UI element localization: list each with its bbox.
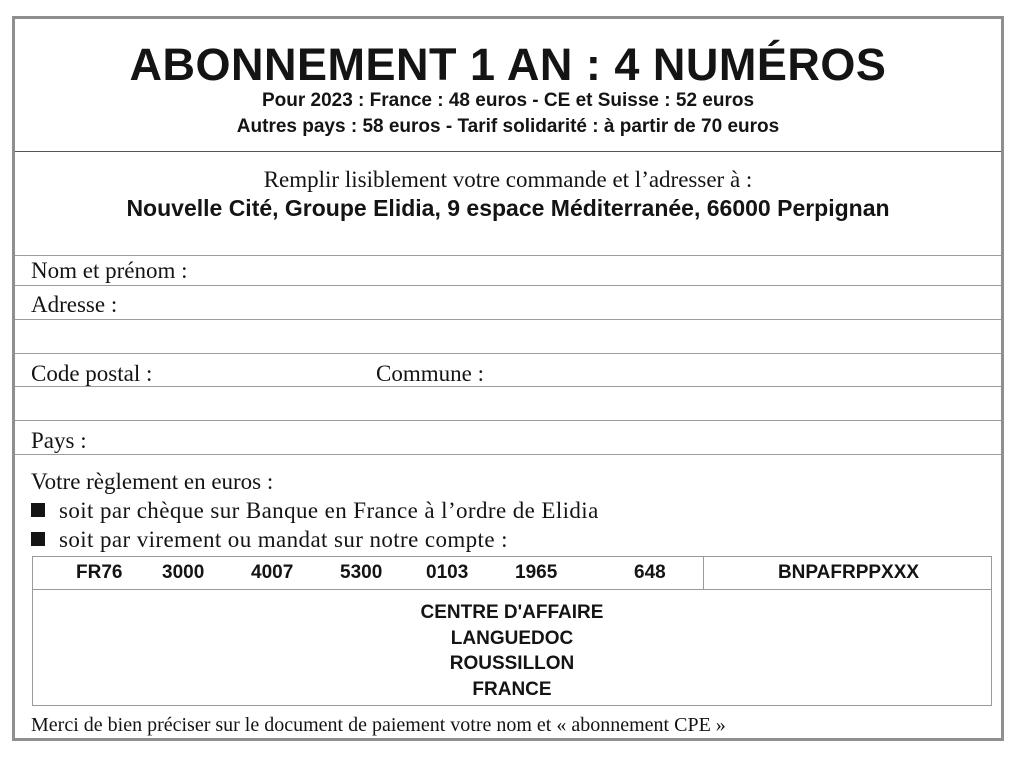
name-field-label: Nom et prénom : bbox=[31, 258, 188, 283]
mailing-address: Nouvelle Cité, Groupe Elidia, 9 espace Méditerranée, 66000 Perpignan bbox=[126, 195, 890, 221]
bank-name-line: LANGUEDOC bbox=[450, 627, 574, 649]
address-field-line[interactable] bbox=[15, 319, 1001, 320]
payment-option-cheque bbox=[31, 498, 599, 524]
payment-option-label: soit par chèque sur Banque en France à l’ordre de Elidia bbox=[59, 498, 599, 523]
address-field-line-2[interactable] bbox=[15, 353, 1001, 354]
iban-row bbox=[33, 557, 991, 590]
iban-part: 648 bbox=[634, 562, 666, 583]
footer-note: Merci de bien préciser sur le document de paiement votre nom et « abonnement CPE » bbox=[31, 714, 726, 736]
square-bullet-icon bbox=[31, 532, 45, 546]
bic-code: BNPAFRPPXXX bbox=[777, 562, 920, 583]
postal-code-line[interactable] bbox=[15, 386, 1001, 387]
bank-name-line: ROUSSILLON bbox=[449, 653, 575, 674]
bank-details-box bbox=[32, 556, 992, 706]
payment-option-label: soit par virement ou mandat sur notre compte : bbox=[59, 527, 508, 552]
iban-part: 5300 bbox=[340, 562, 383, 583]
form-title: ABONNEMENT 1 AN : 4 NUMÉROS bbox=[129, 39, 887, 90]
postal-code-label: Code postal : bbox=[31, 361, 153, 386]
city-label: Commune : bbox=[376, 361, 484, 386]
square-bullet-icon bbox=[31, 503, 45, 517]
subscription-form bbox=[12, 16, 1004, 741]
iban-part: 1965 bbox=[515, 562, 558, 583]
country-field-label: Pays : bbox=[31, 428, 87, 453]
country-field-line[interactable] bbox=[15, 454, 1001, 455]
form-header bbox=[15, 19, 1001, 152]
iban-part: 4007 bbox=[251, 562, 294, 583]
price-line-1: Pour 2023 : France : 48 euros - CE et Suisse : 52 euros bbox=[261, 90, 755, 111]
price-line-2: Autres pays : 58 euros - Tarif solidarité : à partir de 70 euros bbox=[236, 116, 780, 137]
iban-part: 0103 bbox=[426, 562, 469, 583]
address-field-label: Adresse : bbox=[31, 292, 118, 317]
city-field-line-2[interactable] bbox=[15, 420, 1001, 421]
iban-part: FR76 bbox=[76, 562, 123, 583]
bank-name bbox=[33, 600, 991, 702]
divider bbox=[15, 255, 1001, 256]
instructions-line: Remplir lisiblement votre commande et l’adresser à : bbox=[263, 167, 753, 192]
bic-cell bbox=[703, 557, 993, 589]
name-field-line[interactable] bbox=[15, 285, 1001, 286]
payment-option-transfer bbox=[31, 527, 508, 553]
bank-name-line: FRANCE bbox=[472, 678, 552, 700]
payment-intro: Votre règlement en euros : bbox=[31, 469, 274, 494]
bank-name-line: CENTRE D'AFFAIRE bbox=[420, 602, 604, 623]
iban-part: 3000 bbox=[162, 562, 205, 583]
